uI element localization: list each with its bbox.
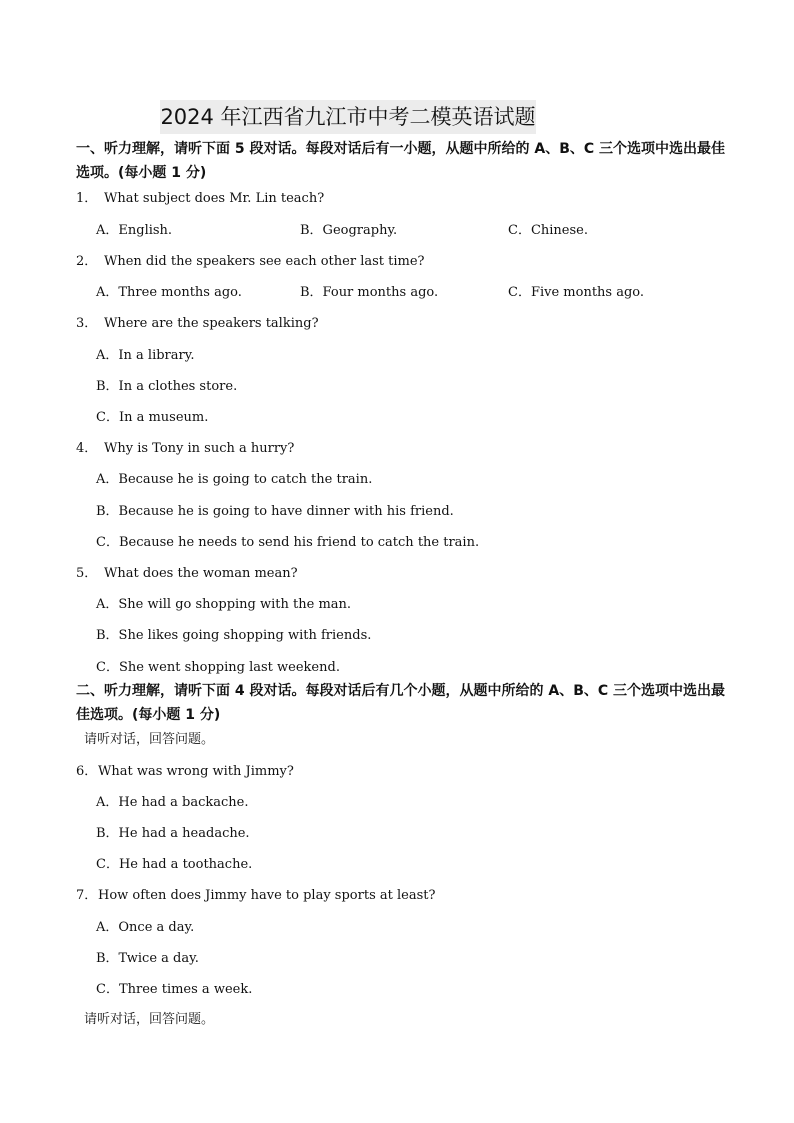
option-c: C．She went shopping last weekend. (96, 660, 340, 675)
option-c: C．He had a toothache. (96, 857, 253, 872)
option-a: A．English. (96, 223, 173, 238)
question-text: What does the woman mean? (104, 566, 298, 581)
question-6 (76, 760, 294, 779)
option-c: C．Five months ago. (508, 285, 645, 300)
option-a: A．Once a day. (96, 920, 195, 935)
option-c: C．Three times a week. (96, 982, 253, 997)
question-1 (76, 187, 324, 206)
option-b: B．In a clothes store. (96, 379, 238, 394)
option-b: B．He had a headache. (96, 826, 250, 841)
option-c: C．In a museum. (96, 410, 209, 425)
question-3 (76, 312, 319, 331)
option-a: A．He had a backache. (96, 795, 249, 810)
question-number: 3． (76, 316, 98, 331)
option-b: B．Twice a day. (96, 951, 199, 966)
listening-instruction: 请听对话，回答问题。 (84, 732, 215, 747)
question-2 (76, 250, 425, 269)
option-b: B．Four months ago. (300, 285, 439, 300)
question-text: How often does Jimmy have to play sports at least? (98, 888, 436, 903)
option-a: A．Three months ago. (96, 285, 242, 300)
listening-instruction: 请听对话，回答问题。 (84, 1012, 215, 1027)
section-2-heading: 二、听力理解，请听下面 4 段对话。每段对话后有几个小题，从题中所给的 A、B、C 三个选项中选出最佳选项。(每小题 1 分) (76, 683, 726, 723)
question-text: What subject does Mr. Lin teach? (104, 191, 325, 206)
option-b: B．Geography. (300, 223, 398, 238)
question-number: 1． (76, 191, 98, 206)
question-5 (76, 562, 298, 581)
question-number: 6． (76, 764, 98, 779)
option-a: A．In a library. (96, 348, 195, 363)
question-number: 5． (76, 566, 98, 581)
page-title: 2024 年江西省九江市中考二模英语试题 (160, 100, 536, 134)
question-text: Why is Tony in such a hurry? (104, 441, 295, 456)
option-b: B．Because he is going to have dinner with his friend. (96, 504, 454, 519)
option-a: A．Because he is going to catch the train. (96, 472, 373, 487)
option-c: C．Because he needs to send his friend to catch the train. (96, 535, 480, 550)
option-a: A．She will go shopping with the man. (96, 597, 352, 612)
question-number: 4． (76, 441, 98, 456)
question-7 (76, 884, 435, 903)
question-text: Where are the speakers talking? (104, 316, 319, 331)
question-number: 2． (76, 254, 98, 269)
option-c: C．Chinese. (508, 223, 588, 238)
question-text: When did the speakers see each other last time? (104, 254, 425, 269)
question-4 (76, 437, 294, 456)
question-text: What was wrong with Jimmy? (98, 764, 294, 779)
section-1-heading: 一、听力理解，请听下面 5 段对话。每段对话后有一小题，从题中所给的 A、B、C 三个选项中选出最佳选项。(每小题 1 分) (76, 141, 726, 181)
option-b: B．She likes going shopping with friends. (96, 628, 372, 643)
question-number: 7． (76, 888, 98, 903)
